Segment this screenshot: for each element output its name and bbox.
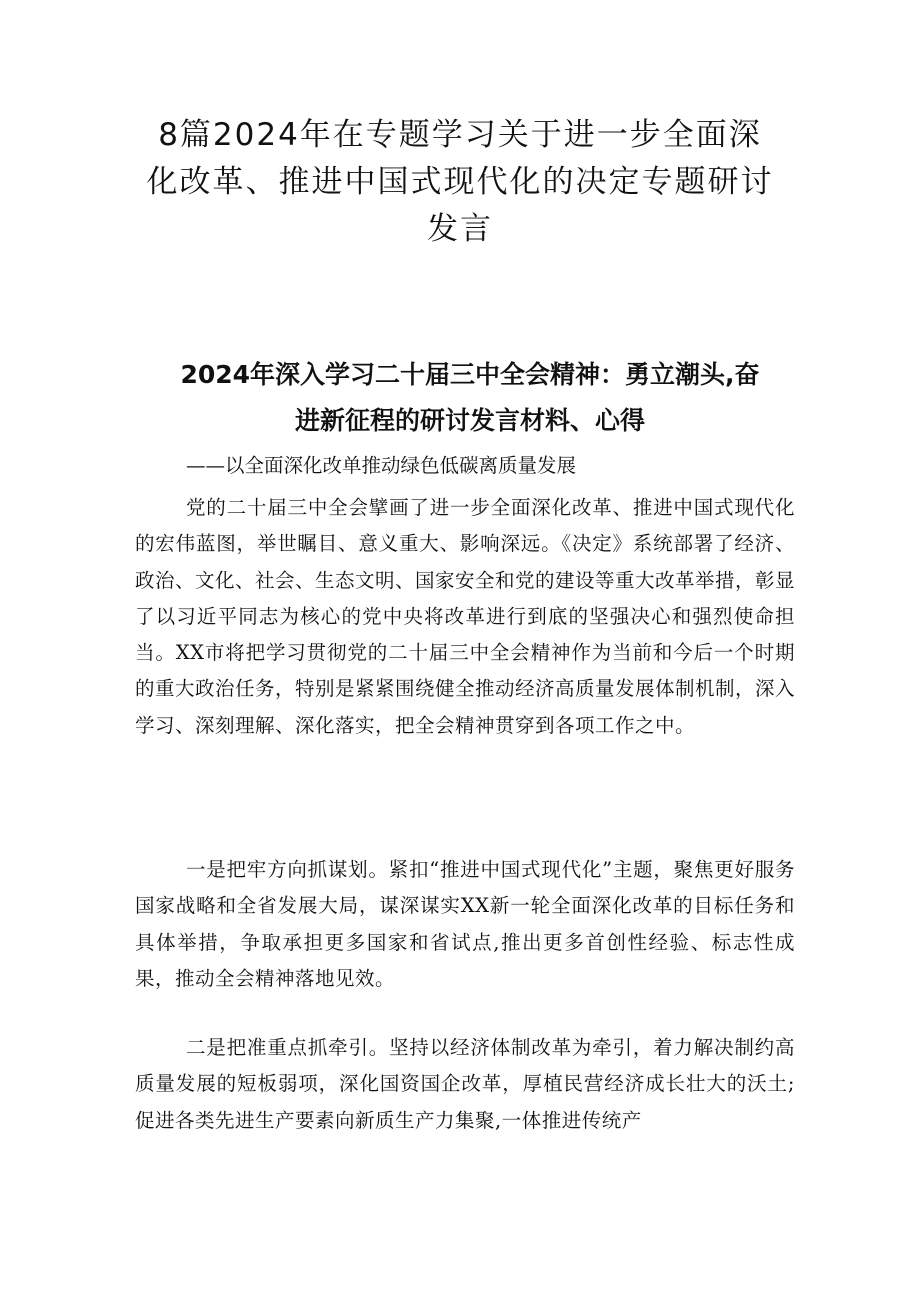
- paragraph: 一是把牢方向抓谋划。紧扣“推进中国式现代化”主题，聚焦更好服务国家战略和全省发展大局，谋深谋实XX新一轮全面深化改革的目标任务和具体举措，争取承担更多国家和省试点,推出更多首创性经验、标志性成果，推动全会精神落地见效。: [135, 858, 795, 990]
- section-subtitle: ——以全面深化改单推动绿色低碳离质量发展: [186, 454, 577, 477]
- title-line: 8篇2024年在专题学习关于进一步全面深: [158, 117, 762, 153]
- body-text-block: [135, 852, 795, 997]
- body-text-block: [135, 490, 795, 744]
- heading-line: 2024年深入学习二十届三中全会精神：勇立潮头,奋: [180, 360, 760, 389]
- title-line: 发言: [427, 211, 493, 247]
- title-line: 化改革、推进中国式现代化的决定专题研讨: [146, 164, 774, 200]
- paragraph: 党的二十届三中全会擘画了进一步全面深化改革、推进中国式现代化的宏伟蓝图，举世瞩目、意义重大、影响深远。《决定》系统部署了经济、政治、文化、社会、生态文明、国家安全和党的建设等重大改革举措，彰显了以习近平同志为核心的党中央将改革进行到底的坚强决心和强烈使命担当。XX市将把学习贯彻党的二十届三中全会精神作为当前和今后一个时期的重大政治任务，特别是紧紧围绕健全推动经济高质量发展体制机制，深入学习、深刻理解、深化落实，把全会精神贯穿到各项工作之中。: [135, 496, 796, 737]
- heading-line: 进新征程的研讨发言材料、心得: [294, 406, 645, 435]
- body-text-block: [135, 1030, 795, 1139]
- document-title: [110, 112, 810, 253]
- paragraph: 二是把准重点抓牵引。坚持以经济体制改革为牵引，着力解决制约高质量发展的短板弱项，深化国资国企改革，厚植民营经济成长壮大的沃土;促进各类先进生产要素向新质生产力集聚,一体推进传统产: [135, 1036, 795, 1132]
- section-heading: [120, 352, 820, 444]
